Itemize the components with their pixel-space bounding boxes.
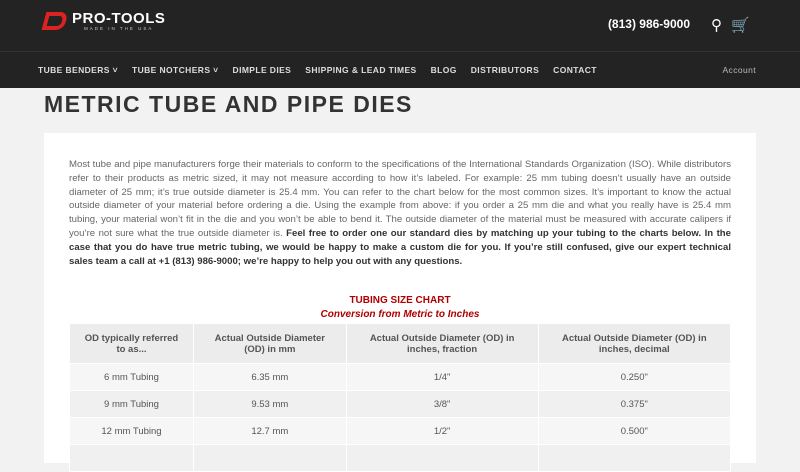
column-header: Actual Outside Diameter (OD) in mm (193, 324, 346, 364)
header (0, 0, 800, 52)
cell: 12.7 mm (193, 418, 346, 445)
cell: 9.53 mm (193, 391, 346, 418)
cell: 9 mm Tubing (70, 391, 194, 418)
cell: 0.500" (538, 418, 730, 445)
table-row (70, 364, 731, 391)
brand-name: PRO-TOOLS (72, 10, 166, 27)
logo-mark-icon (42, 12, 69, 30)
content-card (44, 133, 756, 463)
main-nav (0, 52, 800, 88)
table-row (70, 418, 731, 445)
cell: 3/8" (346, 391, 538, 418)
chart-title: TUBING SIZE CHART (349, 295, 451, 306)
nav-blog[interactable]: BLOG (430, 65, 457, 75)
phone-link[interactable]: (813) 986-9000 (607, 17, 690, 31)
nav-shipping[interactable]: SHIPPING & LEAD TIMES (305, 65, 417, 75)
search-icon[interactable]: ⚲ (711, 17, 722, 34)
nav-distributors[interactable]: DISTRIBUTORS (470, 65, 540, 75)
table-header-row (70, 324, 731, 364)
chart-subtitle: Conversion from Metric to Inches (320, 309, 480, 320)
intro-bold: Feel free to order one our standard dies by matching up your tubing to the charts below. In the case that you do have true metric tubing, we would be happy to make a custom die for you. If you’re still confused, give our expert technical sales team a call at +1 (813) 986-9000; we’re happy to help you out with any questions. (69, 227, 731, 267)
cell: 1/2" (346, 418, 538, 445)
nav-tube-benders[interactable]: TUBE BENDERS ˅ (38, 65, 118, 75)
nav-dimple-dies[interactable]: DIMPLE DIES (232, 65, 292, 75)
account-link[interactable]: Account (722, 65, 756, 75)
cell: 12 mm Tubing (70, 418, 194, 445)
nav-tube-notchers[interactable]: TUBE NOTCHERS ˅ (132, 65, 219, 75)
cell: 6.35 mm (193, 364, 346, 391)
column-header: OD typically referred to as... (70, 324, 194, 364)
table-row (70, 445, 731, 472)
page-title: METRIC TUBE AND PIPE DIES (44, 91, 413, 117)
cell: 0.375" (538, 391, 730, 418)
column-header: Actual Outside Diameter (OD) in inches, decimal (538, 324, 730, 364)
logo[interactable] (44, 11, 165, 31)
cell: 0.250" (538, 364, 730, 391)
cart-icon[interactable]: 🛒 (731, 17, 750, 34)
column-header: Actual Outside Diameter (OD) in inches, fraction (346, 324, 538, 364)
nav-contact[interactable]: CONTACT (553, 65, 597, 75)
table-row (70, 391, 731, 418)
cell: 1/4" (346, 364, 538, 391)
intro-plain: Most tube and pipe manufacturers forge their materials to conform to the specifications of the International Standards Organization (ISO). While distributors refer to their products as metric sized, it may not measure according to how it’s labeled. For example: 25 mm tubing doesn’t usually have an outside diameter of 25 mm; it’s true outside diameter is 25.4 mm. You can refer to the chart below for the most common sizes. It’s important to know the actual outside diameter of your material before ordering a die. Using the example from above: if you order a 25 mm die and what you really have is 25.4 mm tubing, your material won’t fit in the die and you won’t be able to bend it. The outside diameter of the material must be measured with accurate calipers if you’re not sure what the true outside diameter is. (69, 159, 731, 239)
brand-tagline: MADE IN THE USA (83, 26, 154, 31)
intro-text (69, 158, 731, 268)
cell: 6 mm Tubing (70, 364, 194, 391)
